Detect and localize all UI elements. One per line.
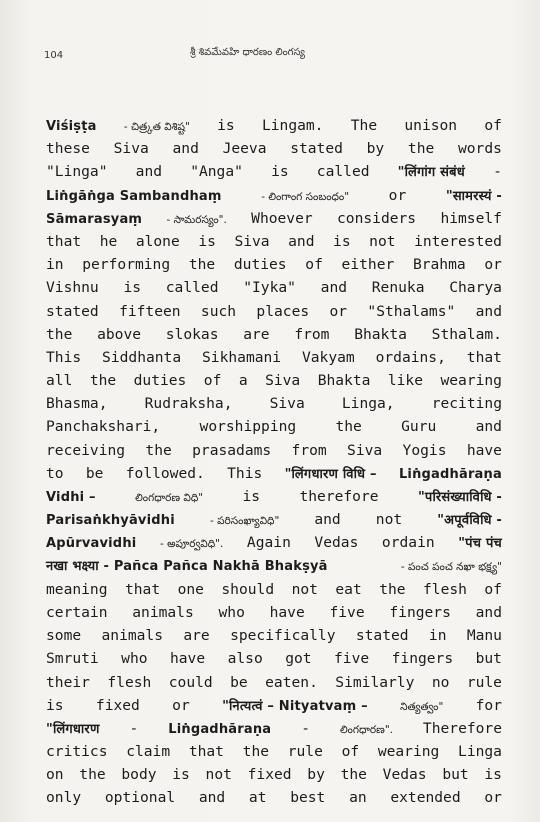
word: certain — [46, 603, 108, 621]
word: critics — [46, 743, 108, 761]
word: Siva — [234, 232, 270, 250]
word: This — [46, 348, 82, 366]
word: of — [203, 372, 222, 390]
text-line — [46, 694, 502, 717]
word: body — [121, 766, 157, 784]
word: eaten. — [265, 673, 318, 691]
word: or — [172, 696, 190, 714]
word: unison — [404, 117, 458, 134]
word: eat — [335, 580, 362, 598]
text-line — [46, 346, 502, 369]
word: Whoever — [251, 209, 313, 227]
text-line — [46, 624, 502, 647]
word: followed. — [125, 464, 205, 482]
word: or — [484, 789, 502, 807]
word: Bhakta — [317, 372, 371, 390]
word: Linga, — [341, 395, 395, 413]
telugu-term: లింగధారణ విధి" — [135, 492, 204, 504]
word: - — [493, 163, 502, 181]
word: not — [375, 511, 403, 529]
word: above — [97, 325, 142, 343]
word: ordains, — [375, 348, 446, 366]
word: of — [305, 256, 323, 274]
word: wearing — [377, 743, 440, 761]
term: "सामरस्यं - — [445, 188, 502, 204]
word: that — [124, 580, 161, 598]
word: is — [217, 117, 235, 134]
word: wearing — [440, 372, 502, 390]
word: but — [442, 766, 469, 784]
word: that — [46, 232, 82, 250]
text-line — [46, 114, 502, 137]
text-line — [46, 439, 502, 462]
word: the — [79, 766, 106, 784]
word: "Iyka" — [243, 279, 296, 297]
word: Bhasma, — [46, 395, 108, 413]
word: have — [466, 441, 502, 459]
word: fixed — [95, 696, 140, 714]
word: called — [165, 279, 219, 297]
word: only — [46, 789, 82, 807]
word: duties — [133, 372, 187, 390]
word: a — [238, 372, 248, 390]
word: Vishnu — [46, 279, 99, 297]
word: some — [46, 627, 82, 645]
text-line — [46, 485, 502, 508]
term: Liṅgadhāraṇa — [398, 466, 502, 482]
word: who — [218, 603, 245, 621]
word: such — [200, 302, 237, 320]
word: Linga — [458, 743, 502, 761]
term: Sāmarasyaṃ — [46, 211, 143, 227]
text-line — [46, 207, 502, 230]
word: Brahma — [412, 256, 466, 274]
word: an — [349, 789, 367, 807]
word: flesh — [423, 580, 467, 598]
word: Vedas — [382, 766, 427, 784]
text-line — [46, 300, 502, 323]
word: Siva — [265, 372, 301, 390]
text-line — [46, 647, 502, 670]
word: Siva — [269, 395, 305, 413]
term: Vidhi – — [46, 490, 96, 505]
word: Siva — [347, 441, 383, 459]
word: the — [335, 418, 362, 436]
term: Apūrvavidhi — [46, 536, 137, 552]
word: and — [475, 302, 502, 320]
text-line — [46, 184, 502, 207]
text-line — [46, 415, 502, 438]
word: alone — [135, 232, 180, 250]
telugu-term: లింగధారణ". — [339, 723, 393, 736]
word: fingers — [389, 603, 451, 621]
term: "अपूर्वविधि - — [437, 513, 502, 529]
telugu-term: - లింగాంగ సంబంధం" — [261, 190, 350, 203]
word: should — [221, 580, 275, 598]
word: have — [169, 650, 206, 668]
word: flesh — [107, 673, 152, 691]
word: who — [121, 650, 148, 668]
word: by — [307, 766, 325, 784]
text-line — [46, 137, 502, 160]
word: not — [291, 580, 318, 598]
word: called — [316, 163, 370, 181]
text-line — [46, 230, 502, 253]
word: and — [320, 279, 348, 297]
word: on — [46, 766, 64, 784]
word: fixed — [247, 766, 292, 784]
word: their — [46, 673, 90, 691]
word: optional — [104, 789, 176, 807]
word: Again — [246, 534, 291, 552]
word: could — [168, 673, 213, 691]
word: specifically — [230, 627, 336, 645]
text-line — [46, 369, 502, 392]
term: Viśiṣṭa — [46, 119, 97, 134]
word: the — [188, 256, 216, 274]
word: stated — [355, 627, 409, 645]
word: considers — [337, 209, 417, 227]
word: "Sthalams" — [367, 302, 456, 320]
term: Liṅgāṅga Sambandhaṃ — [46, 188, 222, 204]
word: is — [333, 232, 351, 250]
word: performing — [82, 256, 171, 274]
text-line — [46, 531, 502, 554]
word: receiving — [46, 441, 126, 459]
word: got — [285, 650, 312, 668]
word: of — [484, 117, 502, 134]
word: Renuka — [371, 279, 425, 297]
term: "लिंगधारण विधि – — [284, 466, 377, 482]
word: the — [46, 325, 73, 343]
word: Sikhamani — [202, 348, 282, 366]
word: Similarly — [335, 673, 415, 691]
text-line — [46, 740, 502, 763]
text-line — [46, 462, 502, 485]
text-line — [46, 508, 502, 531]
text-line — [46, 578, 502, 601]
word: therefore — [299, 488, 379, 505]
word: he — [99, 232, 118, 250]
text-line — [46, 601, 502, 624]
word: are — [243, 325, 270, 343]
word: to — [46, 464, 64, 482]
word: Lingam. — [261, 117, 324, 134]
text-line — [46, 786, 502, 809]
word: is — [242, 488, 261, 505]
word: The — [350, 117, 378, 134]
text-line — [46, 160, 502, 183]
word: Sthalam. — [431, 325, 502, 343]
word: Smruti — [46, 650, 99, 668]
word: Siva — [113, 140, 149, 158]
text-line — [46, 392, 502, 415]
word: from — [294, 325, 330, 343]
word: the — [242, 743, 270, 761]
word: have — [269, 603, 305, 621]
word: in — [428, 627, 447, 645]
word: one — [177, 580, 204, 598]
word: and — [475, 603, 502, 621]
telugu-term: - చిత్ర్కత విశిష్ట" — [123, 121, 190, 133]
word: worshipping — [199, 418, 297, 436]
word: or — [388, 186, 407, 204]
term: नखा भक्ष्या - Pañca Pañca Nakhā Bhakṣyā — [46, 558, 328, 574]
term: "लिंगधारण — [46, 721, 100, 737]
word: extended — [390, 789, 461, 807]
word: the — [145, 441, 172, 459]
word: "Anga" — [190, 163, 243, 181]
word: no — [431, 673, 450, 691]
word: and — [314, 511, 341, 529]
term: Liṅgadhāraṇa — [168, 721, 272, 737]
word: either — [341, 256, 395, 274]
word: duties — [233, 256, 287, 274]
word: is — [198, 232, 216, 250]
text-line — [46, 671, 502, 694]
word: or — [484, 256, 502, 274]
word: that — [188, 743, 224, 761]
word: Bhakta — [354, 325, 407, 343]
word: the — [340, 766, 367, 784]
word: best — [290, 789, 326, 807]
word: is — [123, 279, 142, 297]
word: words — [457, 140, 502, 158]
term: "लिंगांग संबंधं — [397, 165, 465, 181]
word: fingers — [391, 650, 454, 668]
word: these — [46, 140, 90, 158]
text-line — [46, 717, 502, 740]
word: "Linga" — [46, 163, 108, 181]
word: the — [379, 580, 406, 598]
word: and — [475, 418, 502, 436]
word: Vakyam — [301, 348, 355, 366]
word: ordain — [381, 534, 435, 552]
word: claim — [126, 743, 171, 761]
word: and — [288, 232, 315, 250]
word: slokas — [165, 325, 219, 343]
telugu-term: - అపూర్వవిధి". — [160, 538, 224, 551]
telugu-term: - పరిసంఖ్యావిధి" — [209, 515, 280, 528]
word: not — [369, 232, 396, 250]
word: five — [334, 650, 370, 668]
word: prasadams — [192, 441, 272, 459]
word: is — [484, 766, 502, 784]
word: Guru — [401, 418, 437, 436]
word: Rudraksha, — [144, 395, 233, 413]
word: animals — [101, 627, 164, 645]
word: and — [135, 163, 163, 181]
word: or — [329, 302, 348, 320]
word: This — [227, 464, 263, 482]
word: Charya — [449, 279, 502, 297]
word: rule — [466, 673, 502, 691]
word: the — [407, 140, 435, 158]
word: interested — [414, 232, 502, 250]
term: "नित्यत्वं – Nityatvaṃ – — [222, 698, 368, 714]
word: Yogis — [402, 441, 447, 459]
word: five — [329, 603, 365, 621]
text-line — [46, 253, 502, 276]
word: be — [230, 673, 248, 691]
text-line — [46, 555, 502, 578]
term: "पंच पंच — [458, 536, 502, 552]
word: the — [89, 372, 117, 390]
word: for — [475, 696, 502, 714]
word: reciting — [431, 395, 502, 413]
word: not — [205, 766, 232, 784]
word: in — [46, 256, 64, 274]
word: by — [366, 140, 385, 158]
word: from — [291, 441, 327, 459]
word: Panchakshari, — [46, 418, 161, 436]
telugu-term: నిత్యత్వం" — [400, 700, 444, 713]
text-line — [46, 763, 502, 786]
word: and — [198, 789, 226, 807]
word: Vedas — [314, 534, 359, 552]
word: but — [475, 650, 502, 668]
word: be — [85, 464, 104, 482]
word: is — [271, 163, 289, 181]
word: also — [227, 650, 263, 668]
word: is — [172, 766, 190, 784]
word: rule — [287, 743, 323, 761]
word: and — [172, 140, 199, 158]
word: animals — [132, 603, 194, 621]
word: himself — [440, 209, 502, 227]
word: meaning — [46, 580, 108, 598]
body-text — [46, 114, 502, 810]
word: - — [301, 719, 310, 737]
word: of — [341, 743, 360, 761]
word: all — [46, 372, 73, 390]
word: Therefore — [422, 719, 502, 737]
word: like — [387, 372, 424, 390]
word: Siddhanta — [102, 348, 182, 366]
word: is — [46, 696, 64, 714]
word: - — [129, 719, 139, 737]
page-header — [40, 46, 500, 66]
term: Parisaṅkhyāvidhi — [46, 513, 175, 529]
term: "परिसंख्याविधि - — [417, 490, 502, 505]
telugu-term: - పంచ పంచ నఖా భక్ష్య" — [400, 560, 502, 573]
word: stated — [290, 140, 343, 158]
telugu-term: - సామరస్యం". — [166, 213, 227, 226]
word: at — [248, 789, 267, 807]
text-line — [46, 323, 502, 346]
word: of — [484, 580, 502, 598]
text-line — [46, 276, 502, 299]
running-head: శ్రీ శివమేవహి ధారణం లింగస్య — [190, 47, 305, 58]
word: are — [183, 627, 210, 645]
word: fifteen — [119, 302, 181, 320]
word: places — [256, 302, 310, 320]
word: that — [466, 348, 502, 366]
word: Jeeva — [222, 140, 267, 158]
page-number: 104 — [44, 50, 64, 61]
word: Manu — [466, 627, 502, 645]
word: stated — [46, 302, 99, 320]
